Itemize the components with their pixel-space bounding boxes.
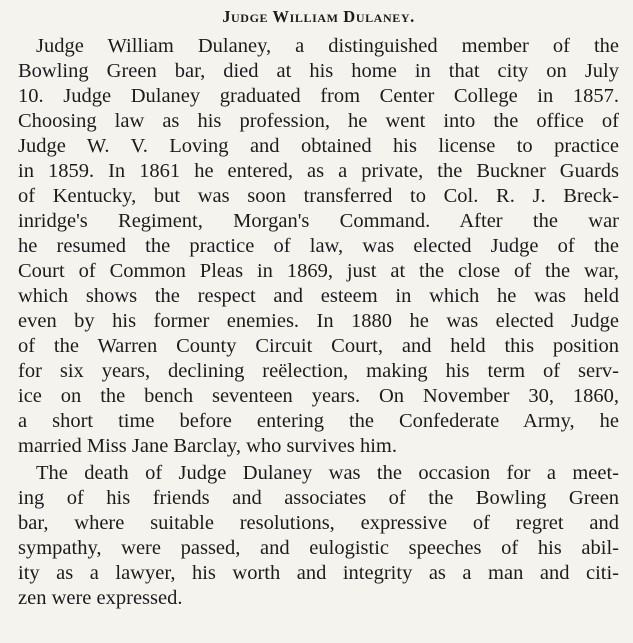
text-line: Court of Common Pleas in 1869, just at the close of the war, [18,260,619,282]
text-line: he resumed the practice of law, was elected Judge of the [18,235,619,257]
article-title: Judge William Dulaney. [222,7,415,26]
text-line: even by his former enemies. In 1880 he was elected Judge [18,310,619,332]
text-line: which shows the respect and esteem in which he was held [18,285,619,307]
text-line: in 1859. In 1861 he entered, as a private, the Buckner Guards [18,160,619,182]
text-line: inridge's Regiment, Morgan's Command. After the war [18,210,619,232]
text-line: zen were expressed. [18,587,183,609]
text-line: The death of Judge Dulaney was the occasion for a meet- [36,462,619,484]
text-line: of the Warren County Circuit Court, and held this position [18,335,619,357]
text-line: a short time before entering the Confederate Army, he [18,410,619,432]
text-line: Judge William Dulaney, a distinguished member of the [36,35,619,57]
text-line: ity as a lawyer, his worth and integrity as a man and citi- [18,562,619,584]
text-line: Judge W. V. Loving and obtained his license to practice [18,135,619,157]
text-line: Bowling Green bar, died at his home in that city on July [18,60,619,82]
text-line: for six years, declining reëlection, making his term of serv- [18,360,619,382]
text-line: Choosing law as his profession, he went into the office of [18,110,619,132]
text-line: 10. Judge Dulaney graduated from Center College in 1857. [18,85,619,107]
text-line: ice on the bench seventeen years. On November 30, 1860, [18,385,619,407]
text-line: ing of his friends and associates of the Bowling Green [18,487,619,509]
text-line: sympathy, were passed, and eulogistic speeches of his abil- [18,537,619,559]
text-line: bar, where suitable resolutions, expressive of regret and [18,512,619,534]
text-line: of Kentucky, but was soon transferred to Col. R. J. Breck- [18,185,619,207]
paragraph-2 [18,461,619,611]
paragraph-1 [18,34,619,459]
text-line: married Miss Jane Barclay, who survives him. [18,435,397,457]
